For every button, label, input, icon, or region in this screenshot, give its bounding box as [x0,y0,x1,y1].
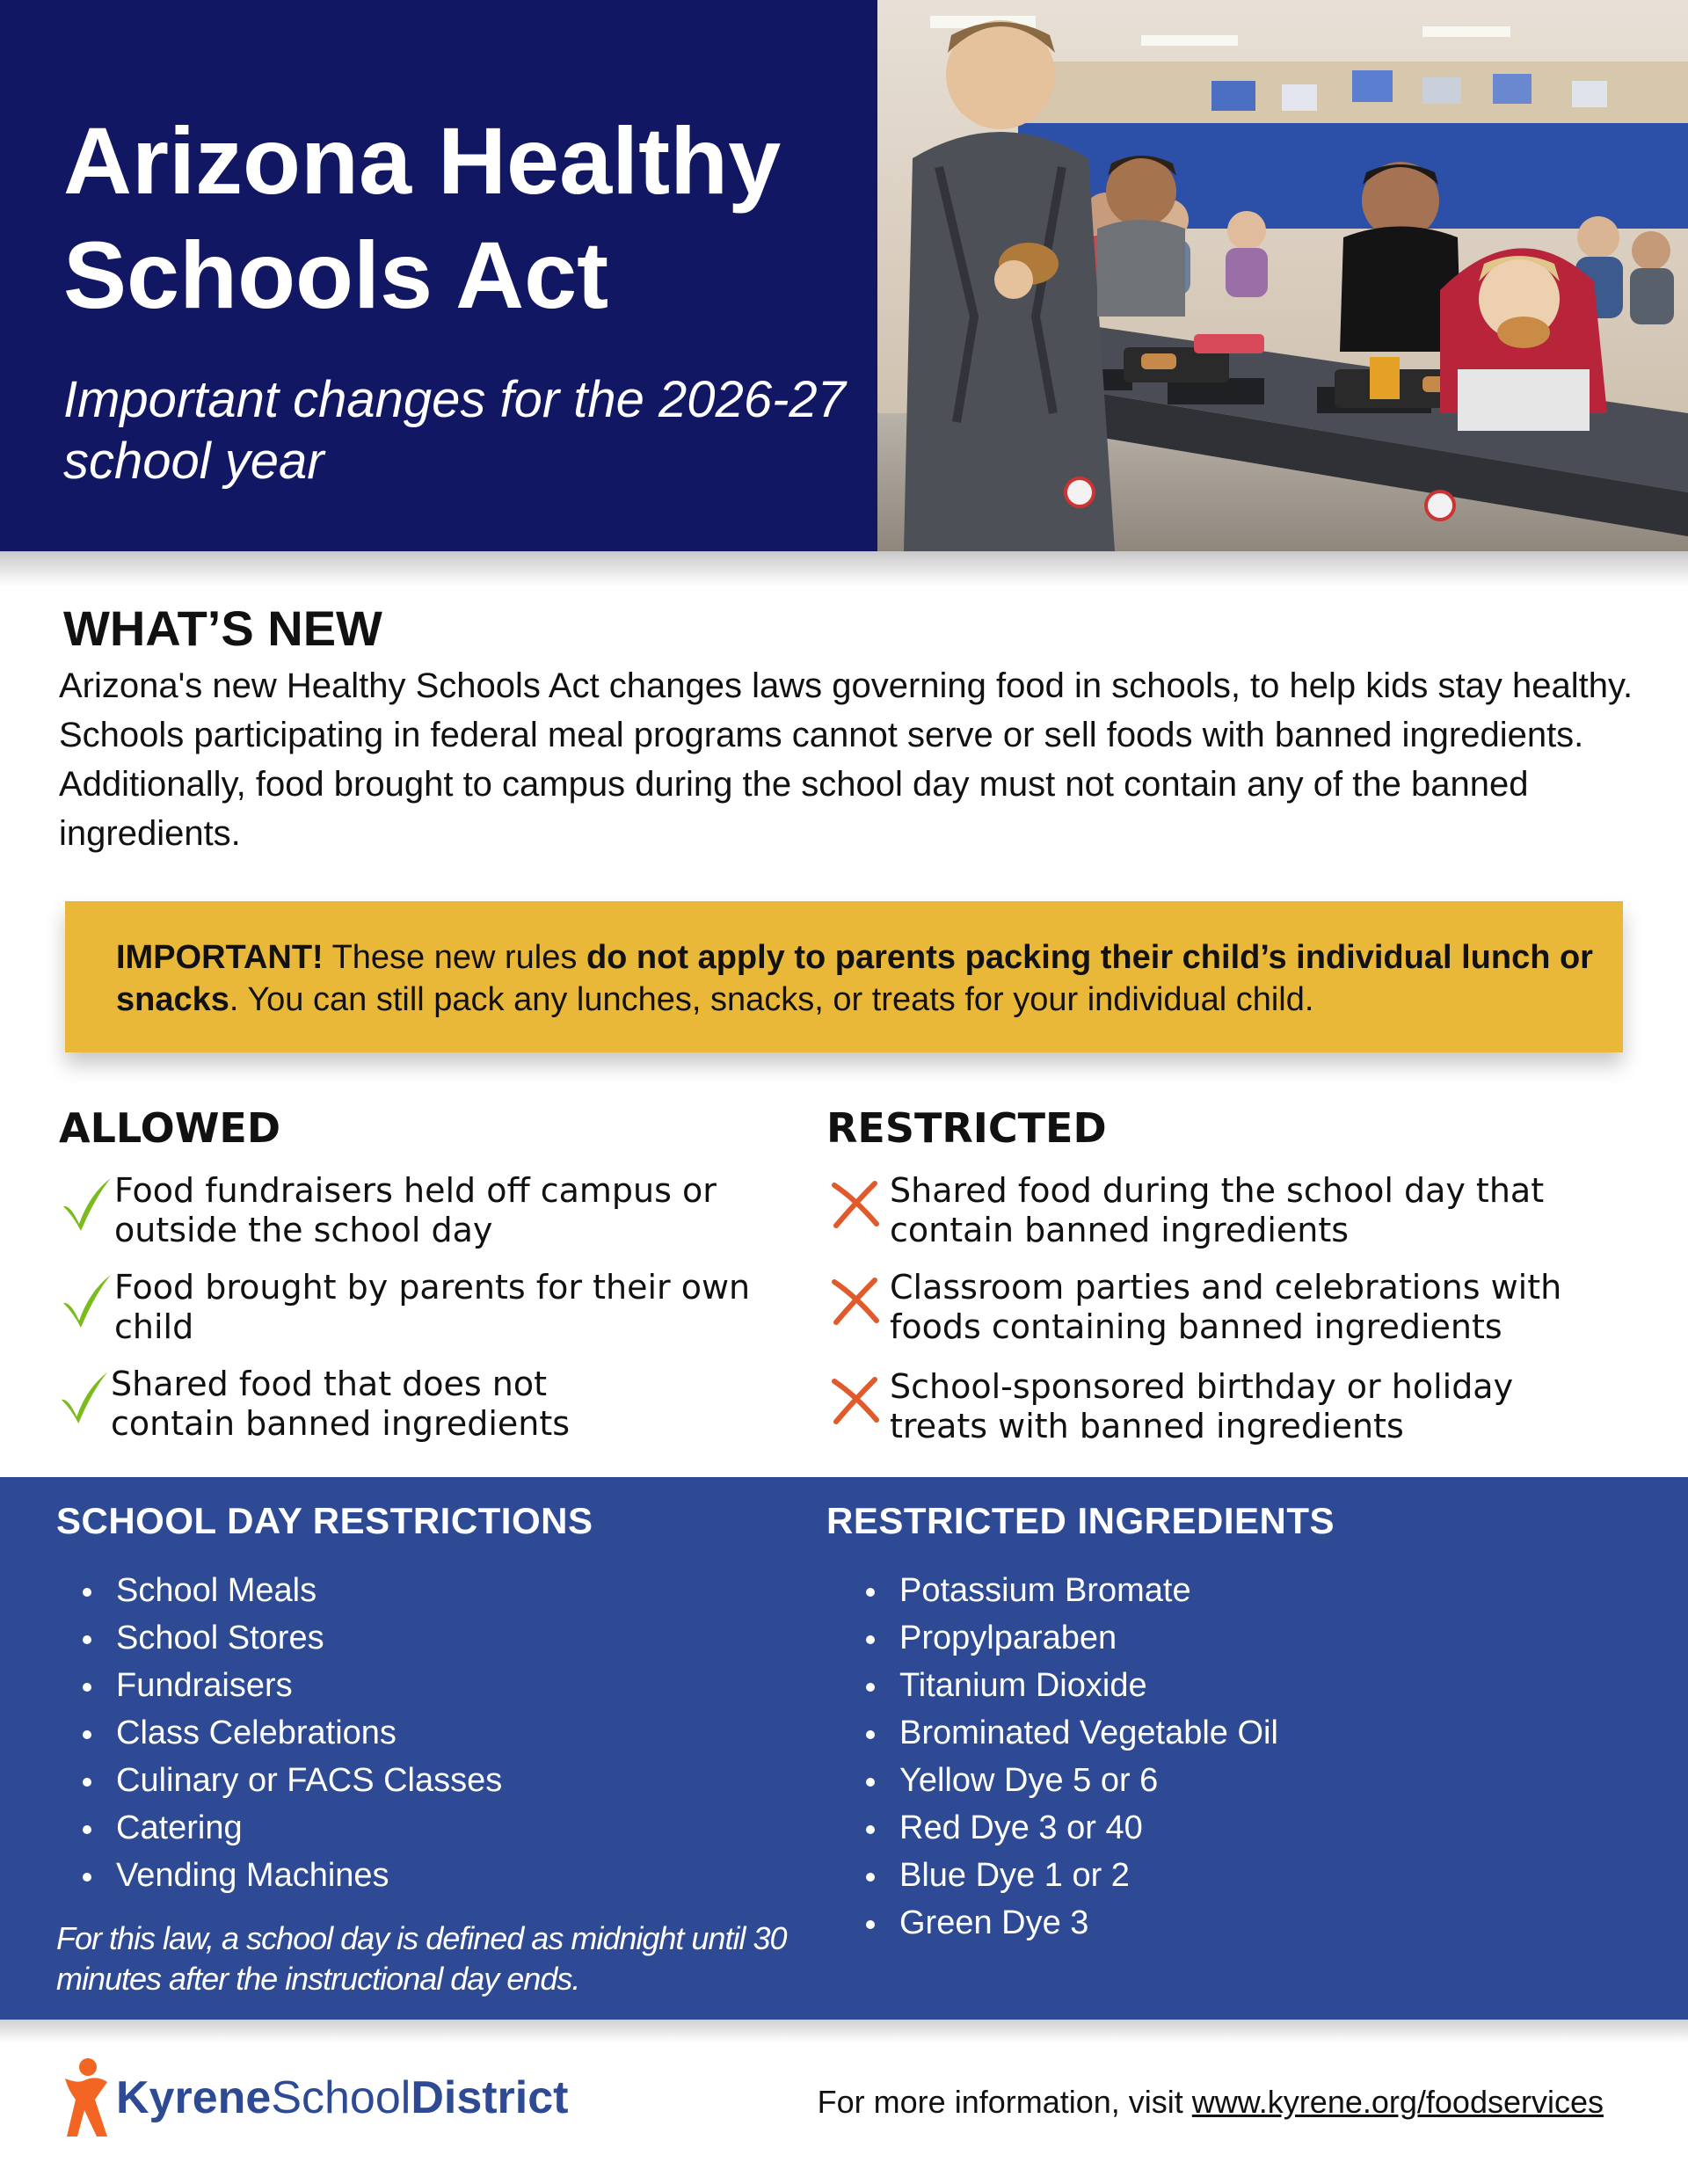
kyrene-school-district-logo [58,2054,569,2142]
list-item: Titanium Dioxide [866,1662,1640,1709]
header-shadow [0,551,1688,586]
allowed-item-text: Food fundraisers held off campus or outside the school day [114,1171,717,1249]
allowed-item [58,1365,673,1444]
list-item: Class Celebrations [83,1709,751,1757]
list-item: Propylparaben [866,1614,1640,1662]
x-icon [823,1175,890,1233]
x-icon [823,1271,890,1329]
important-callout [65,901,1623,1052]
restricted-item [823,1171,1614,1250]
logo-wordmark [116,2054,568,2142]
allowed-item-text: Shared food that does not contain banned ingredients [111,1365,571,1443]
kyrene-figure-logo-icon [58,2057,113,2138]
logo-word-kyrene: Kyrene [116,2072,272,2123]
callout-text-1: These new rules [323,939,586,976]
list-item: Potassium Bromate [866,1567,1640,1614]
allowed-item [60,1171,763,1250]
school-day-restrictions-heading: SCHOOL DAY RESTRICTIONS [56,1500,593,1541]
restricted-item-text: School-sponsored birthday or holiday treats with banned ingredients [890,1367,1514,1445]
restricted-heading: RESTRICTED [826,1104,1107,1152]
list-item: Fundraisers [83,1662,751,1709]
list-item: School Stores [83,1614,751,1662]
list-item: Red Dye 3 or 40 [866,1804,1640,1852]
restricted-item [823,1268,1614,1347]
allowed-heading: ALLOWED [59,1104,281,1152]
list-item: Culinary or FACS Classes [83,1757,751,1804]
restricted-item-text: Classroom parties and celebrations with foods containing banned ingredients [890,1268,1562,1346]
footer-info-text: For more information, visit [817,2084,1192,2120]
checkmark-icon [60,1175,114,1233]
list-item: Brominated Vegetable Oil [866,1709,1640,1757]
header-title-panel [0,0,877,551]
allowed-item [60,1268,763,1347]
page-subtitle: Important changes for the 2026-27 school year [63,371,846,490]
page-title: Arizona Healthy Schools Act [63,107,782,328]
list-item: Catering [83,1804,751,1852]
allowed-item-text: Food brought by parents for their own child [114,1268,751,1346]
list-item: Vending Machines [83,1852,751,1899]
panel-shadow [0,2020,1688,2042]
logo-word-school: School [271,2072,411,2123]
callout-bold-text: do not apply to parents packing their child’s individual lunch or snacks [116,939,1593,1018]
callout-text-2: . You can still pack any lunches, snacks, or treats for your individual child. [229,981,1314,1018]
restricted-item-text: Shared food during the school day that contain banned ingredients [890,1171,1545,1249]
logo-word-district: District [411,2072,569,2123]
x-icon [823,1371,890,1429]
restricted-ingredients-heading: RESTRICTED INGREDIENTS [826,1500,1335,1541]
header-banner [0,0,1688,551]
restrictions-panel [0,1477,1688,2020]
restricted-item [823,1367,1614,1446]
checkmark-icon [58,1368,111,1426]
cafeteria-photo [877,0,1688,551]
school-day-restrictions-list [83,1567,751,1899]
whats-new-heading: WHAT’S NEW [63,601,382,656]
list-item: Yellow Dye 5 or 6 [866,1757,1640,1804]
list-item: Green Dye 3 [866,1899,1640,1947]
callout-lead: IMPORTANT! [116,939,324,976]
callout-text [116,936,1593,1021]
whats-new-body: Arizona's new Healthy Schools Act changes laws governing food in schools, to help kids stay healthy. Schools participating in federal meal programs cannot serve or sell foods with banned ingredients. Additionally, food brought to campus during the school day must not contain any of the banned ingredients. [59,666,1633,853]
footer-info [818,2084,1604,2121]
checkmark-icon [60,1271,114,1329]
school-day-definition-note: For this law, a school day is defined as midnight until 30 minutes after the instructional day ends. [56,1920,787,1997]
restricted-ingredients-list [866,1567,1640,1947]
list-item: Blue Dye 1 or 2 [866,1852,1640,1899]
list-item: School Meals [83,1567,751,1614]
food-services-link[interactable]: www.kyrene.org/foodservices [1191,2084,1604,2120]
